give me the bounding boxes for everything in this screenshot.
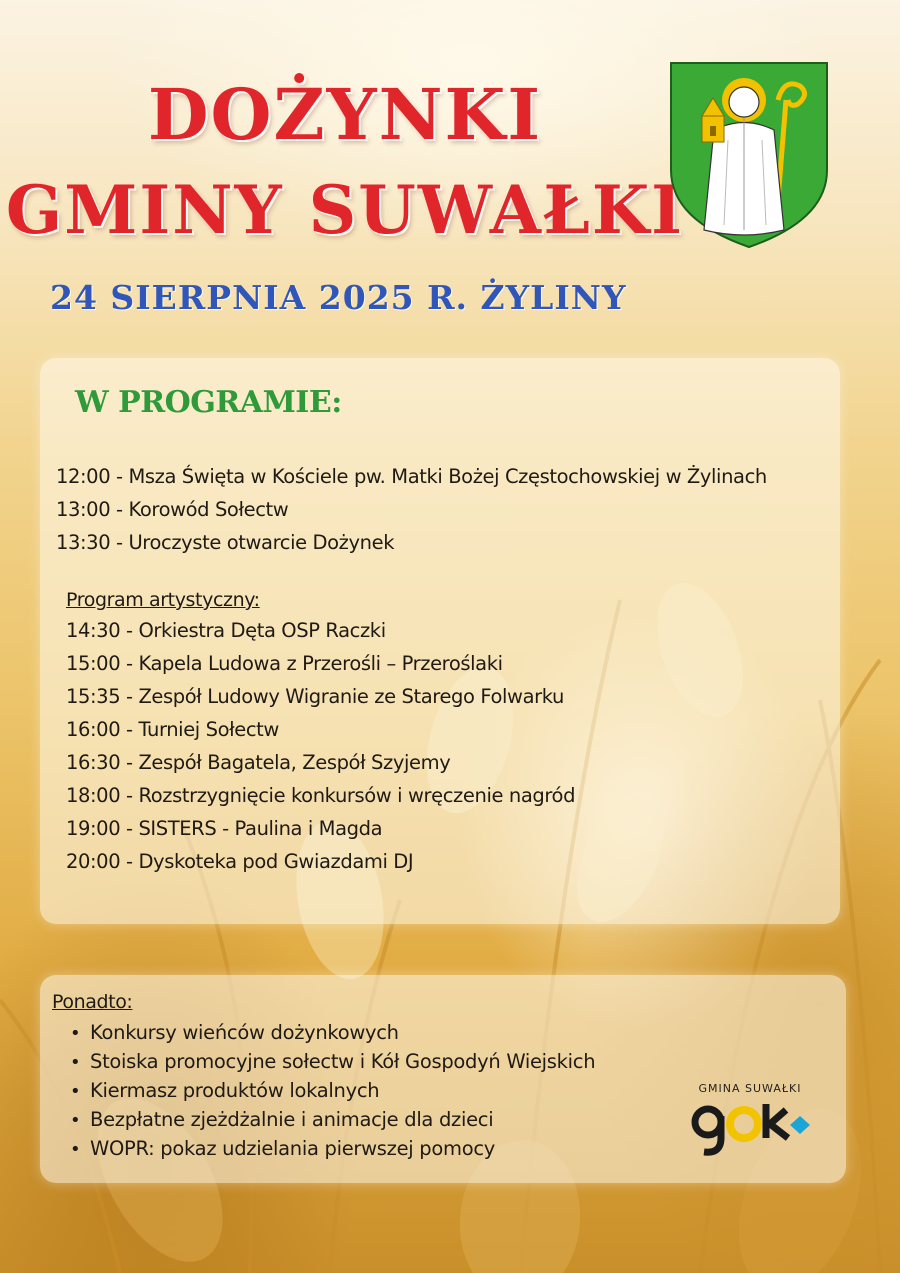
title-line-2: GMINY SUWAŁKI <box>5 171 685 249</box>
artistic-item: 19:00 - SISTERS - Paulina i Magda <box>66 817 383 840</box>
extras-item: • Stoiska promocyjne sołectw i Kół Gospodyń Wiejskich <box>70 1047 595 1076</box>
gok-logo-label: GMINA SUWAŁKI <box>698 1082 802 1095</box>
coat-of-arms-saint-icon <box>668 60 830 250</box>
event-date-location: 24 SIERPNIA 2025 R. ŻYLINY <box>50 278 627 317</box>
artistic-program-list <box>66 614 575 878</box>
extras-item: • Bezpłatne zjeżdżalnie i animacje dla dzieci <box>70 1105 595 1134</box>
extras-item: • Konkursy wieńców dożynkowych <box>70 1018 595 1047</box>
artistic-item: 20:00 - Dyskoteka pod Gwiazdami DJ <box>66 850 414 873</box>
program-list <box>56 460 767 559</box>
extras-heading: Ponadto: <box>52 991 133 1013</box>
artistic-item: 14:30 - Orkiestra Dęta OSP Raczki <box>66 619 386 642</box>
bullet-icon: • <box>70 1110 81 1131</box>
program-item: 13:00 - Korowód Sołectw <box>56 498 289 521</box>
artistic-item: 16:00 - Turniej Sołectw <box>66 718 279 741</box>
gok-logo <box>690 1082 820 1162</box>
program-item: 13:30 - Uroczyste otwarcie Dożynek <box>56 531 395 554</box>
gok-wordmark-icon <box>690 1102 814 1158</box>
extras-item: • WOPR: pokaz udzielania pierwszej pomocy <box>70 1134 595 1163</box>
program-heading: W PROGRAMIE: <box>75 385 342 420</box>
bullet-icon: • <box>70 1023 81 1044</box>
title-line-1: DOŻYNKI <box>147 73 543 156</box>
bullet-icon: • <box>70 1081 81 1102</box>
artistic-item: 15:35 - Zespół Ludowy Wigranie ze Starego Folwarku <box>66 685 564 708</box>
program-item: 12:00 - Msza Święta w Kościele pw. Matki Bożej Częstochowskiej w Żylinach <box>56 465 767 488</box>
artistic-item: 18:00 - Rozstrzygnięcie konkursów i wręczenie nagród <box>66 784 576 807</box>
extras-list <box>70 1018 595 1163</box>
bullet-icon: • <box>70 1139 81 1160</box>
artistic-item: 16:30 - Zespół Bagatela, Zespół Szyjemy <box>66 751 451 774</box>
artistic-item: 15:00 - Kapela Ludowa z Przerośli – Przeroślaki <box>66 652 503 675</box>
artistic-program-heading: Program artystyczny: <box>66 589 260 611</box>
bullet-icon: • <box>70 1052 81 1073</box>
extras-item: • Kiermasz produktów lokalnych <box>70 1076 595 1105</box>
